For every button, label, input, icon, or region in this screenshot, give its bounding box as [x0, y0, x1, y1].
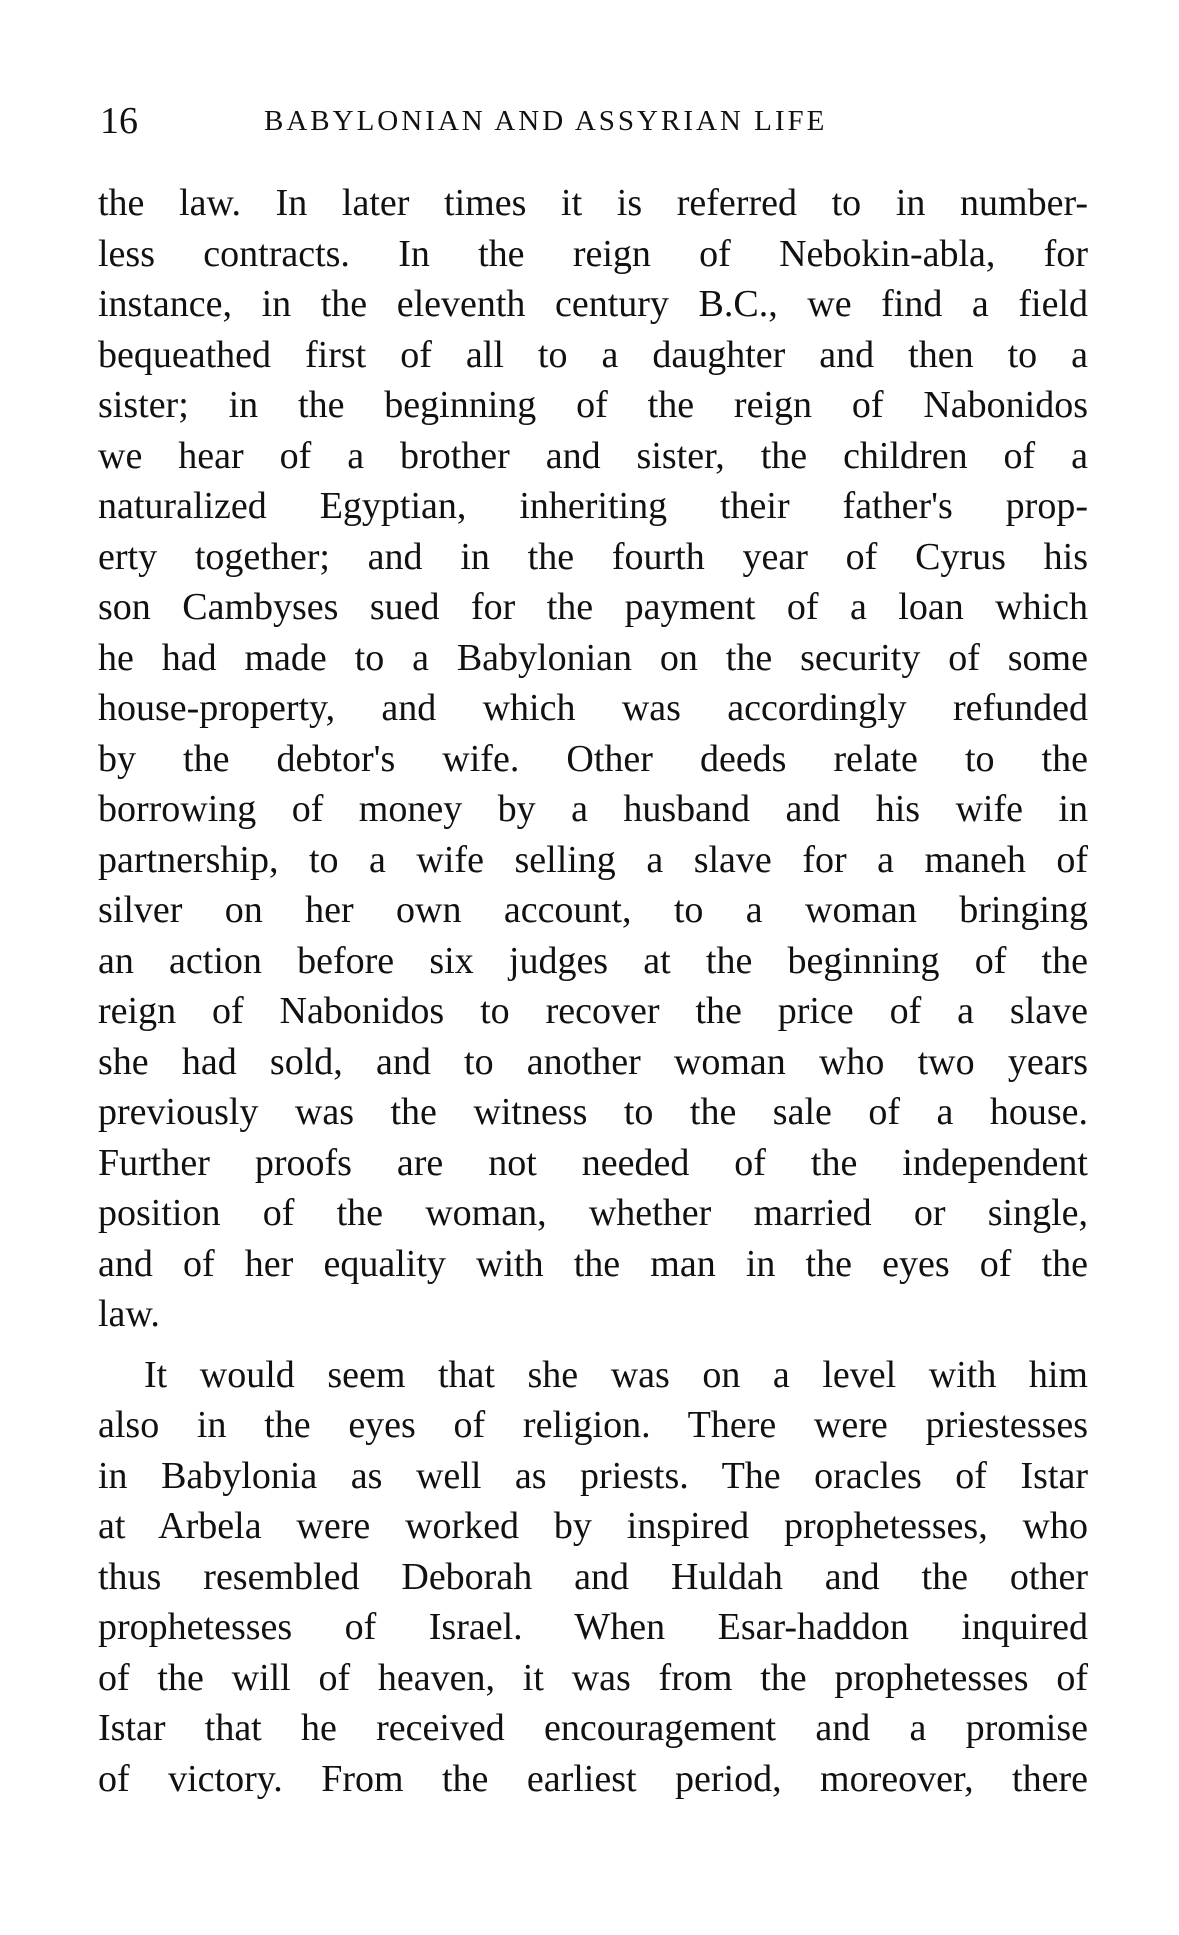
- text-line: and of her equality with the man in the eyes of the: [98, 1242, 1088, 1285]
- text-line: of victory. From the earliest period, moreover, there: [98, 1757, 1088, 1800]
- text-line: son Cambyses sued for the payment of a loan which: [98, 586, 1088, 628]
- text-line: Istar that he received encouragement and a promise: [98, 1707, 1088, 1749]
- text-line: bequeathed first of all to a daughter and then to a: [98, 333, 1088, 376]
- text-line: the law. In later times it is referred to in number-: [98, 182, 1088, 224]
- text-line: Further proofs are not needed of the independent: [98, 1141, 1088, 1184]
- text-line: reign of Nabonidos to recover the price of a slave: [98, 990, 1088, 1032]
- text-line: house-property, and which was accordingly refunded: [98, 687, 1088, 729]
- body-text: [98, 178, 1088, 1804]
- paragraph-gap: [98, 1340, 1088, 1350]
- text-line: also in the eyes of religion. There were priestesses: [98, 1404, 1088, 1446]
- page-number: 16: [100, 100, 138, 142]
- text-line: at Arbela were worked by inspired prophetesses, who: [98, 1505, 1088, 1547]
- text-line: less contracts. In the reign of Nebokin-abla, for: [98, 232, 1088, 275]
- text-line: thus resembled Deborah and Huldah and the other: [98, 1555, 1088, 1598]
- text-line: erty together; and in the fourth year of Cyrus his: [98, 535, 1088, 578]
- text-line: she had sold, and to another woman who two years: [98, 1040, 1088, 1083]
- text-line: instance, in the eleventh century B.C., we find a field: [98, 283, 1088, 325]
- text-line: of the will of heaven, it was from the prophetesses of: [98, 1656, 1088, 1699]
- text-line: previously was the witness to the sale of a house.: [98, 1091, 1088, 1133]
- text-line: sister; in the beginning of the reign of Nabonidos: [98, 384, 1088, 426]
- text-line: position of the woman, whether married or single,: [98, 1192, 1088, 1234]
- text-line: borrowing of money by a husband and his wife in: [98, 788, 1088, 830]
- text-line: he had made to a Babylonian on the security of some: [98, 636, 1088, 679]
- paragraph-1: [98, 178, 1088, 1340]
- text-line: we hear of a brother and sister, the children of a: [98, 434, 1088, 477]
- paragraph-2: [98, 1350, 1088, 1805]
- text-line: naturalized Egyptian, inheriting their father's prop-: [98, 485, 1088, 527]
- text-line: law.: [98, 1293, 160, 1335]
- text-line: prophetesses of Israel. When Esar-haddon inquired: [98, 1606, 1088, 1648]
- running-title: BABYLONIAN AND ASSYRIAN LIFE: [264, 105, 828, 137]
- text-line: in Babylonia as well as priests. The oracles of Istar: [98, 1454, 1088, 1497]
- text-line: silver on her own account, to a woman bringing: [98, 889, 1088, 931]
- text-line: an action before six judges at the beginning of the: [98, 939, 1088, 982]
- text-line: It would seem that she was on a level with him: [144, 1353, 1088, 1396]
- text-line: by the debtor's wife. Other deeds relate to the: [98, 737, 1088, 780]
- running-head: [100, 96, 980, 146]
- text-line: partnership, to a wife selling a slave for a maneh of: [98, 838, 1088, 881]
